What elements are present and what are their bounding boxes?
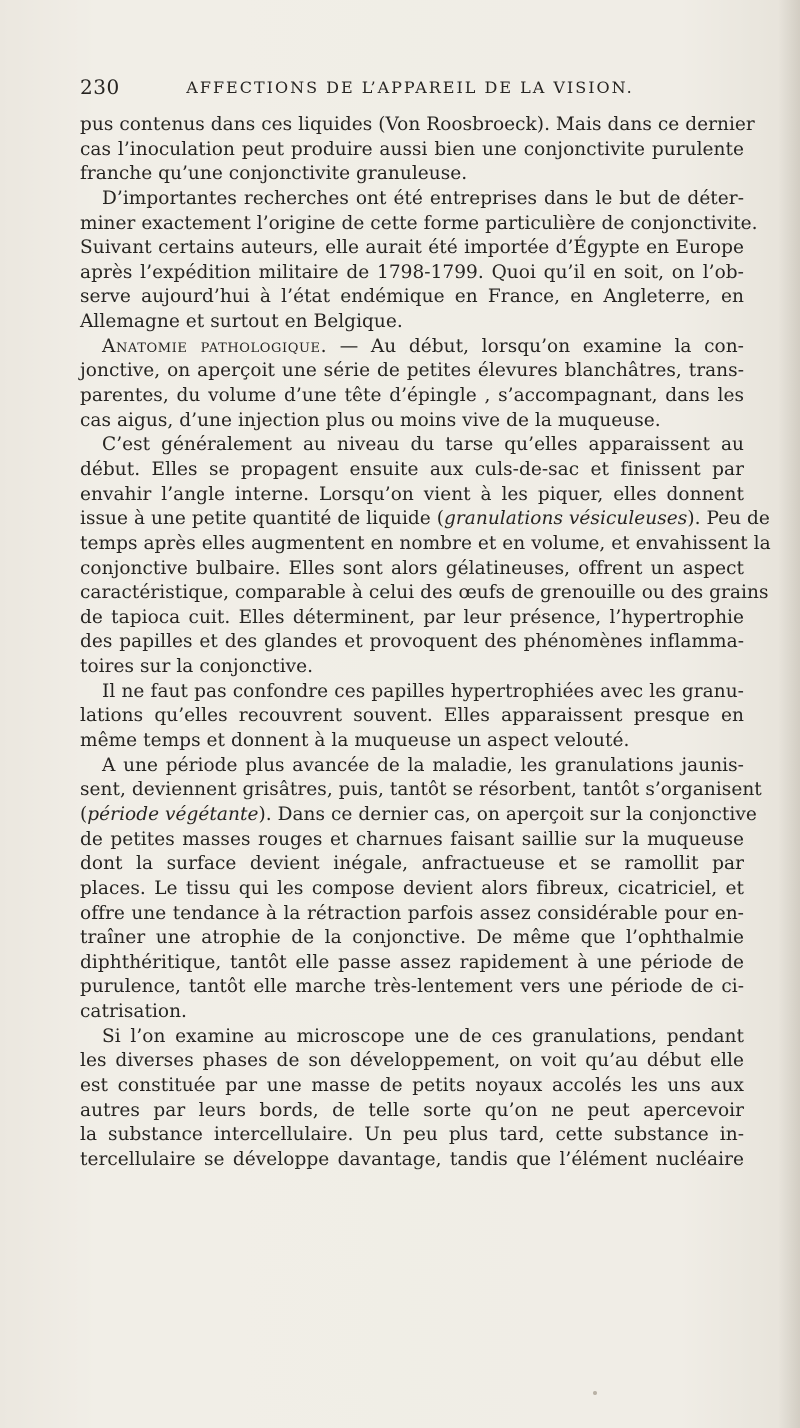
text-fragment: — Au début, lorsqu’on examine la con- (339, 335, 744, 357)
text-line: les diverses phases de son développement, on voit qu’au début elle (80, 1050, 744, 1072)
text-line: diphthéritique, tantôt elle passe assez rapidement à une période de (80, 951, 744, 973)
italic-term: période végétante (87, 803, 259, 825)
paper-speck (593, 1391, 597, 1395)
text-line: catrisation. (80, 1001, 187, 1023)
text-line: toires sur la conjonctive. (80, 656, 314, 678)
text-line: après l’expédition militaire de 1798-1799. Quoi qu’il en soit, on l’ob- (80, 261, 744, 283)
text-line: Il ne faut pas confondre ces papilles hypertrophiées avec les granu- (102, 680, 744, 702)
text-line: des papilles et des glandes et provoquent des phénomènes inflamma- (80, 631, 744, 653)
text-line: miner exactement l’origine de cette forme particulière de conjonctivite. (80, 212, 758, 234)
running-title: AFFECTIONS DE L’APPAREIL DE LA VISION. (186, 78, 634, 97)
text-line: places. Le tissu qui les compose devient alors fibreux, cicatriciel, et (80, 877, 744, 899)
text-fragment: ( (80, 803, 88, 825)
text-line: Si l’on examine au microscope une de ces granulations, pendant (102, 1025, 744, 1047)
text-line: tercellulaire se développe davantage, tandis que l’élément nucléaire (80, 1148, 744, 1170)
text-line: temps après elles augmentent en nombre et en volume, et envahissent la (80, 532, 771, 554)
text-line: autres par leurs bords, de telle sorte qu’on ne peut apercevoir (80, 1099, 744, 1121)
text-line: franche qu’une conjonctivite granuleuse. (80, 163, 468, 185)
text-fragment: ). Dans ce dernier cas, on aperçoit sur la conjonctive (258, 803, 757, 825)
page-number: 230 (80, 75, 120, 99)
text-line: dont la surface devient inégale, anfractueuse et se ramollit par (80, 853, 744, 875)
text-line: C’est généralement au niveau du tarse qu’elles apparaissent au (102, 434, 744, 456)
body-text (80, 113, 771, 1173)
text-line: pus contenus dans ces liquides (Von Roosbroeck). Mais dans ce dernier (80, 114, 755, 135)
text-line: cas l’inoculation peut produire aussi bien une conjonctivite purulente (80, 138, 744, 160)
text-line: de tapioca cuit. Elles déterminent, par leur présence, l’hypertrophie (80, 606, 744, 628)
text-line (80, 335, 744, 360)
text-line: Allemagne et surtout en Belgique. (80, 311, 403, 333)
text-line: de petites masses rouges et charnues faisant saillie sur la muqueuse (80, 828, 744, 850)
text-line (80, 803, 757, 828)
text-line: la substance intercellulaire. Un peu plus tard, cette substance in- (80, 1124, 744, 1146)
text-line: conjonctive bulbaire. Elles sont alors gélatineuses, offrent un aspect (80, 557, 744, 579)
text-line: même temps et donnent à la muqueuse un aspect velouté. (80, 730, 630, 752)
text-line: jonctive, on aperçoit une série de petites élevures blanchâtres, trans- (80, 360, 744, 382)
text-line: cas aigus, d’une injection plus ou moins vive de la muqueuse. (80, 409, 661, 431)
text-line: début. Elles se propagent ensuite aux culs-de-sac et finissent par (80, 458, 744, 480)
text-line (80, 507, 770, 532)
text-line: serve aujourd’hui à l’état endémique en France, en Angleterre, en (80, 286, 744, 308)
text-line: caractéristique, comparable à celui des œufs de grenouille ou des grains (80, 582, 769, 604)
text-line: envahir l’angle interne. Lorsqu’on vient à les piquer, elles donnent (80, 483, 744, 505)
text-line: purulence, tantôt elle marche très-lentement vers une période de ci- (80, 976, 744, 998)
text-fragment: ). Peu de (687, 508, 770, 530)
text-line: est constituée par une masse de petits noyaux accolés les uns aux (80, 1074, 744, 1096)
text-line: traîner une atrophie de la conjonctive. De même que l’ophthalmie (80, 927, 744, 949)
page-edge-shadow (778, 0, 800, 1428)
text-line: A une période plus avancée de la maladie, les granulations jaunis- (102, 754, 744, 776)
text-line: sent, deviennent grisâtres, puis, tantôt se résorbent, tantôt s’organisent (80, 779, 762, 801)
section-heading: Anatomie pathologique. (102, 335, 328, 357)
text-line: offre une tendance à la rétraction parfois assez considérable pour en- (80, 902, 744, 924)
text-line: Suivant certains auteurs, elle aurait été importée d’Égypte en Europe (80, 237, 744, 259)
text-line: parentes, du volume d’une tête d’épingle , s’accompagnant, dans les (80, 385, 744, 407)
page-header (80, 75, 740, 109)
italic-term: granulations vésiculeuses (444, 508, 688, 530)
text-line: lations qu’elles recouvrent souvent. Elles apparaissent presque en (80, 705, 744, 727)
text-line: D’importantes recherches ont été entreprises dans le but de déter- (102, 187, 744, 209)
text-fragment: issue à une petite quantité de liquide ( (80, 508, 445, 530)
